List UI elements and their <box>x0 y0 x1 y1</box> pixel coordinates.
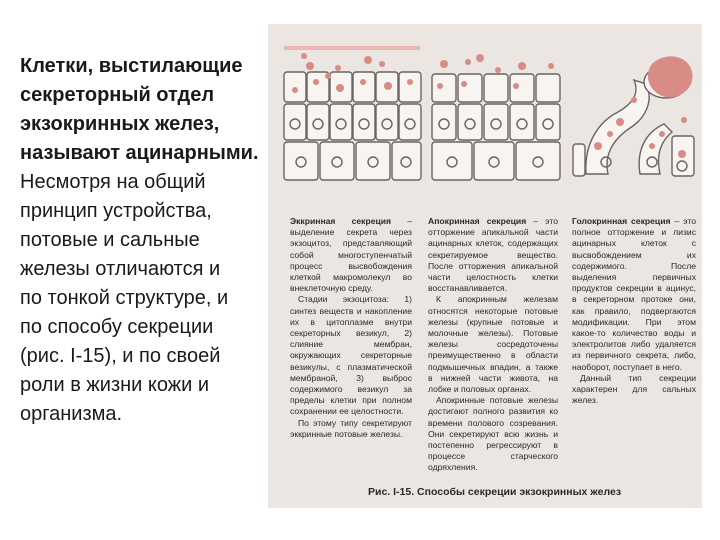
slide-text-line: железы отличаются и <box>20 258 221 280</box>
holocrine-secretion-column <box>572 216 696 406</box>
eccrine-intro: – выделение секрета через экзоцитоз, представляющий собой многоступенчатый процесс высвобождения клеткой макромолекул во внеклеточную среду. <box>290 216 413 294</box>
eccrine-cells-diagram <box>284 46 421 180</box>
eccrine-paragraph: По этому типу секретируют эккринные потовые железы. <box>290 417 412 439</box>
eccrine-paragraph: Стадии экзоцитоза: 1) синтез веществ и накопление их в цитоплазме внутри секреторных везикул, 2) слияние мембран, окружающих секреторные везикулы, с плазматической мембраной, 3) выброс содержимого везикул за пределы клетки при полном сохранении ее целостности. <box>290 294 412 417</box>
holocrine-paragraph: Данный тип секреции характерен для сальных желез. <box>572 372 696 406</box>
apocrine-paragraph: К апокринным железам относятся некоторые потовые железы (крупные потовые и молочные железы). Потовые железы сосредоточены преимущественно в области подмышечных впадин, а также в нижней части живота, на лобке и половых органах. <box>428 294 558 395</box>
textbook-figure <box>268 24 702 508</box>
slide-text-line: потовые и сальные <box>20 229 200 251</box>
slide-text-line: (рис. I-15), и по своей <box>20 345 221 367</box>
apocrine-term: Апокринная секреция <box>428 216 527 226</box>
secretion-illustration <box>268 24 702 184</box>
slide-text-line: организма. <box>20 403 123 425</box>
apocrine-secretion-column <box>428 216 558 474</box>
slide-text-line: роли в жизни кожи и <box>20 374 210 396</box>
holocrine-term: Голокринная секреция <box>572 216 671 226</box>
apocrine-paragraph: Апокринные потовые железы достигают полного развития ко времени полового созревания. Они секретируют всю жизнь и постепенно регрессируют в процессе старческого одряхления. <box>428 395 558 473</box>
slide-text-line: принцип устройства, <box>20 200 212 222</box>
slide-text-line: по способу секреции <box>20 316 214 338</box>
slide-text-line: по тонкой структуре, и <box>20 287 229 309</box>
slide-text-block <box>20 52 282 429</box>
slide-text-line: Несмотря на общий <box>20 171 206 193</box>
slide-text-line-bold: экзокринных желез, <box>20 113 220 135</box>
figure-caption: Рис. I-15. Способы секреции экзокринных желез <box>368 486 622 498</box>
apocrine-intro: – это отторжение апикальной части ацинарных клеток, содержащих секретируемое вещество. После отторжения апикальной части целостность клетки восстанавливается. <box>428 216 558 294</box>
slide-text-line-bold: Клетки, выстилающие <box>20 55 243 77</box>
slide-text-line-bold: секреторный отдел <box>20 84 215 106</box>
slide-text-line-bold: называют ацинарными. <box>20 142 259 164</box>
holocrine-intro: – это полное отторжение и лизис ацинарных клеток с высвобождением их содержимого. После выделения первичных продуктов секреции в ацинус, в секреторном протоке они, как правило, подвергаются модификации. При этом какое-то количество воды и электролитов либо удаляется из первичного секрета, либо, наоборот, поступает в него. <box>572 216 696 372</box>
apocrine-cells-diagram <box>432 74 560 180</box>
eccrine-secretion-column <box>290 216 412 440</box>
eccrine-term: Эккринная секреция <box>290 216 392 226</box>
